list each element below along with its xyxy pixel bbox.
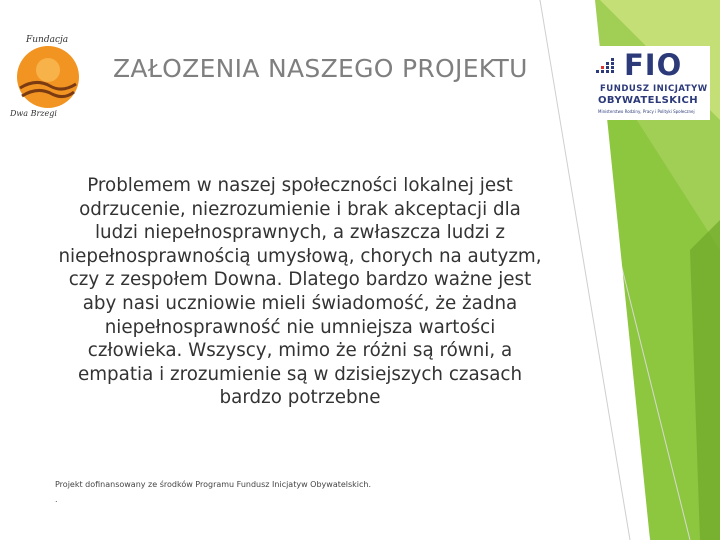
fio-line2: OBYWATELSKICH — [598, 95, 698, 106]
fio-line3: Ministerstwo Rodziny, Pracy i Polityki Społecznej — [598, 109, 695, 114]
fio-acronym: FIO — [624, 48, 683, 82]
logo-top-text: Fundacja — [26, 35, 69, 45]
slide-body-text: Problemem w naszej społeczności lokalnej jest odrzucenie, niezrozumienie i brak akceptacji dla ludzi niepełnosprawnych, a zwłaszcza ludzi z niepełnosprawnością umysłową, chorych na autyzm, czy z zespołem Downa. Dlatego bardzo ważne jest aby nasi uczniowie mieli świadomość, że żadna niepełnosprawność nie umniejsza wartości człowieka. Wszyscy, mimo że różni są równi, a empatia i zrozumienie są w dzisiejszych czasach bardzo potrzebne — [58, 175, 542, 409]
footnote-dot: . — [55, 495, 58, 504]
funding-footnote: Projekt dofinansowany ze środków Programu Fundusz Inicjatyw Obywatelskich. — [55, 480, 372, 489]
fio-line1: FUNDUSZ INICJATYW — [600, 84, 708, 94]
slide-title: ZAŁOZENIA NASZEGO PROJEKTU — [113, 54, 528, 83]
fio-dots-icon — [596, 56, 620, 78]
logo-sun — [36, 58, 60, 82]
fio-logo — [592, 46, 710, 120]
logo-bottom-text: Dwa Brzegi — [10, 109, 57, 118]
foundation-logo-icon — [6, 30, 90, 120]
